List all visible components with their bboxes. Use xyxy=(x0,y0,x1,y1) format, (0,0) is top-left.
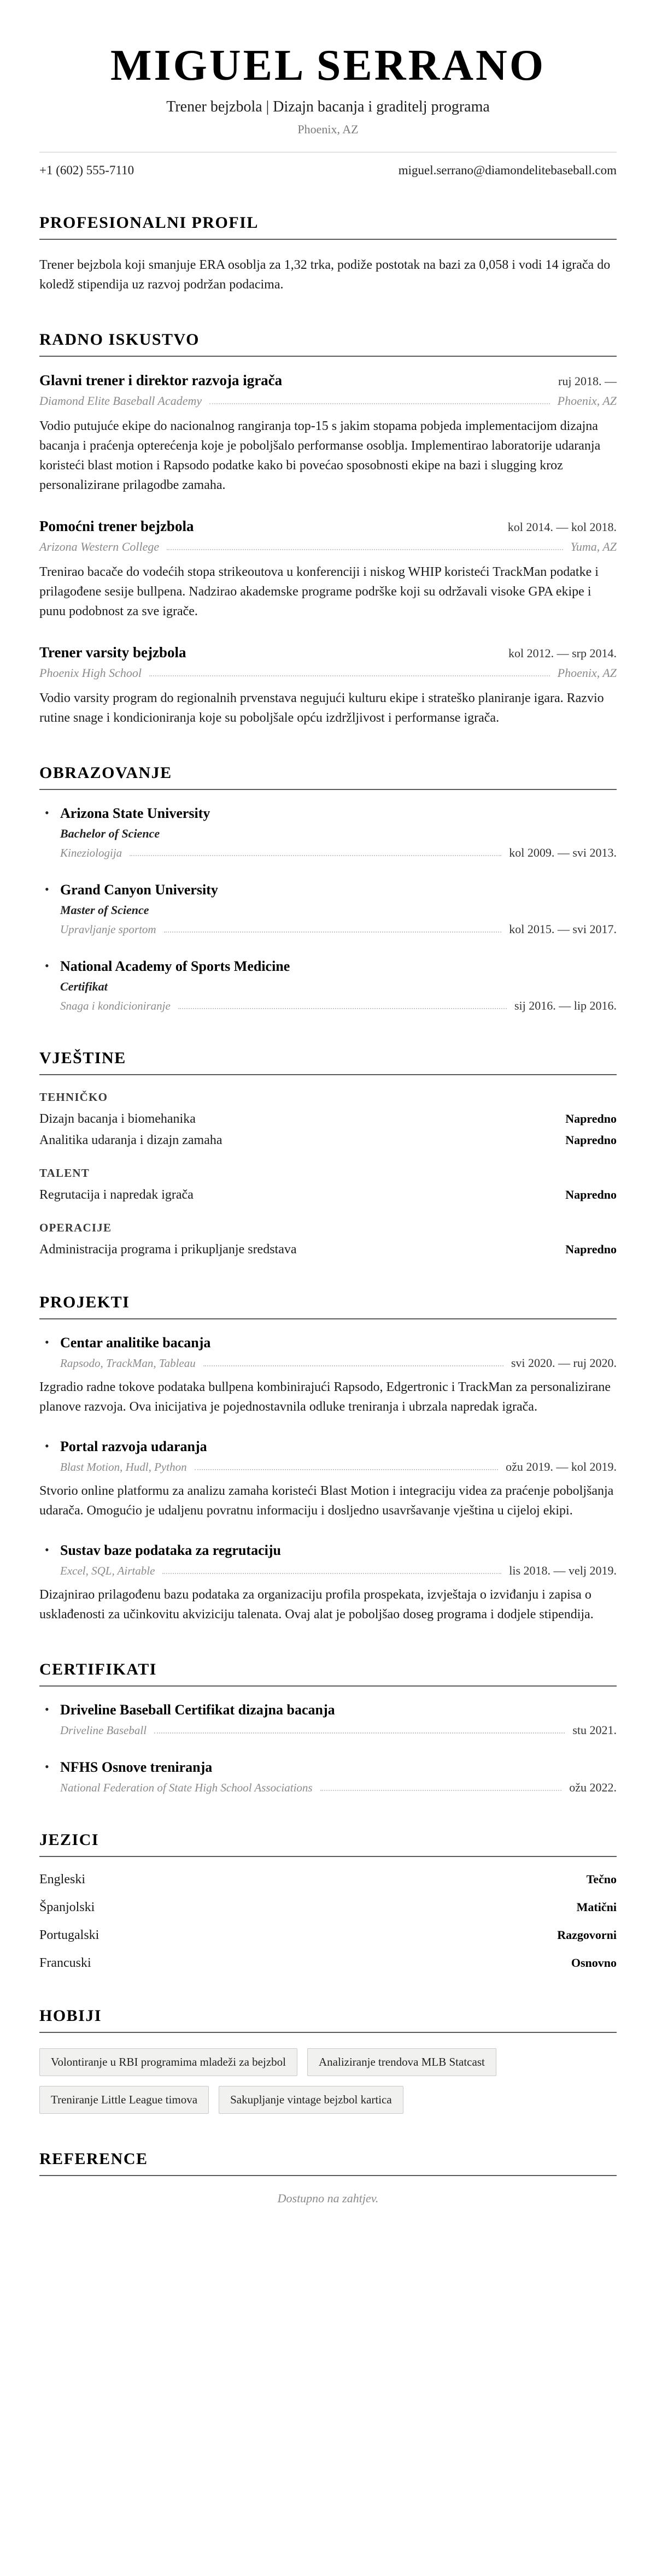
job-location: Phoenix, AZ xyxy=(557,394,617,408)
certificate-issuer: Driveline Baseball xyxy=(60,1724,147,1737)
skill-name: Analitika udaranja i dizajn zamaha xyxy=(39,1133,222,1147)
job-location: Yuma, AZ xyxy=(570,540,617,553)
section-projects xyxy=(39,1293,617,1624)
hobby-chip: Sakupljanje vintage bejzbol kartica xyxy=(219,2086,403,2114)
references-note: Dostupno na zahtjev. xyxy=(277,2191,379,2205)
project-tools: Rapsodo, TrackMan, Tableau xyxy=(60,1357,196,1370)
language-name: Španjolski xyxy=(39,1900,95,1914)
job-company: Arizona Western College xyxy=(39,540,160,553)
section-title-references: REFERENCE xyxy=(39,2150,617,2176)
skill-row xyxy=(39,1242,617,1257)
section-title-experience: RADNO ISKUSTVO xyxy=(39,331,617,357)
skill-name: Dizajn bacanja i biomehanika xyxy=(39,1112,196,1126)
profile-summary: Trener bejzbola koji smanjuje ERA osoblja za 1,32 trka, podiže postotak na bazi za 0,058 i vodi 14 igrača do koledž stipendija uz razvoj podržan podacima. xyxy=(39,258,611,292)
education-field-row xyxy=(60,999,617,1013)
hobby-chip: Volontiranje u RBI programima mladeži za bejzbol xyxy=(39,2048,297,2076)
project-dates: svi 2020. — ruj 2020. xyxy=(511,1356,617,1370)
job-company: Diamond Elite Baseball Academy xyxy=(39,394,202,408)
job-description: Vodio putujuće ekipe do nacionalnog rangiranja top-15 s jakim stopama pobjeda implementacijom dizajna bacanja i praćenja opterećenja koje je poboljšalo performanse osoblja. Implementirao laboratorije udaranja koristeći blast motion i Rapsodo podatke kako bi povećao sposobnosti ekipe na bazi i slugging kroz personalizirane prilagodbe zamaha. xyxy=(39,419,601,492)
hobby-chip: Treniranje Little League timova xyxy=(39,2086,209,2114)
section-title-hobbies: HOBIJI xyxy=(39,2007,617,2033)
section-languages xyxy=(39,1831,617,1971)
language-row xyxy=(39,1900,617,1915)
skill-category: OPERACIJE xyxy=(39,1221,112,1234)
project-description: Dizajnirao prilagođenu bazu podataka za organizaciju profila prospekata, izvještaja o izviđanju i zapisa o usklađenosti za učinkovitu akviziciju talenata. Ovaj alat je poboljšao doseg programa i dodjele stipendija. xyxy=(39,1588,594,1622)
skill-row xyxy=(39,1133,617,1148)
education-degree: Bachelor of Science xyxy=(60,827,160,840)
education-degree: Master of Science xyxy=(60,903,149,917)
project-entry xyxy=(39,1335,617,1417)
job-entry xyxy=(39,372,617,495)
job-description: Vodio varsity program do regionalnih prvenstava negujući kulturu ekipe i strateško planiranje igara. Razvio rutine snage i kondicioniranja koje su poboljšale opću izdržljivost i performanse igrača. xyxy=(39,691,604,725)
language-row xyxy=(39,1872,617,1887)
skill-category: TEHNIČKO xyxy=(39,1090,108,1104)
job-role: Pomoćni trener bejzbola xyxy=(39,518,194,534)
certificate-name: • NFHS Osnove treniranja xyxy=(60,1759,213,1775)
section-experience xyxy=(39,331,617,728)
certificate-issuer-row xyxy=(60,1723,617,1737)
education-degree: Certifikat xyxy=(60,980,108,993)
education-dates: sij 2016. — lip 2016. xyxy=(514,999,617,1012)
certificate-date: stu 2021. xyxy=(572,1723,617,1737)
certificate-issuer-row xyxy=(60,1781,617,1795)
job-title-row xyxy=(39,644,617,661)
skill-group xyxy=(39,1090,617,1148)
language-level: Razgovorni xyxy=(557,1928,617,1942)
section-education xyxy=(39,764,617,1013)
project-description: Stvorio online platformu za analizu zamaha koristeći Blast Motion i integraciju videa za praćenje poboljšanja udarača. Omogućio je udaljenu povratnu informaciju i dosljedno usavršavanje vještina u cijeloj ekipi. xyxy=(39,1484,614,1518)
education-school: • Grand Canyon University xyxy=(60,882,218,898)
section-title-profile: PROFESIONALNI PROFIL xyxy=(39,214,617,240)
dotted-leader xyxy=(178,1008,507,1009)
section-hobbies xyxy=(39,2007,617,2114)
job-dates: ruj 2018. — xyxy=(558,374,617,388)
project-tools-row xyxy=(60,1460,617,1474)
email-address: miguel.serrano@diamondelitebaseball.com xyxy=(398,163,617,177)
language-level: Tečno xyxy=(586,1872,617,1886)
language-row xyxy=(39,1956,617,1971)
project-dates: lis 2018. — velj 2019. xyxy=(509,1564,617,1577)
section-profile xyxy=(39,214,617,294)
project-tools: Blast Motion, Hudl, Python xyxy=(60,1460,187,1473)
job-dates: kol 2012. — srp 2014. xyxy=(508,646,617,660)
person-name: MIGUEL SERRANO xyxy=(110,42,546,90)
education-entry xyxy=(39,958,617,1013)
project-description: Izgradio radne tokove podataka bullpena kombinirajući Rapsodo, Edgertronic i TrackMan za personalizirane planove razvoja. Ova inicijativa je pojednostavnila odluke treniranja i ubrzala napredak igrača. xyxy=(39,1380,611,1414)
section-title-skills: VJEŠTINE xyxy=(39,1049,617,1075)
certificate-name: • Driveline Baseball Certifikat dizajna bacanja xyxy=(60,1702,335,1718)
project-entry xyxy=(39,1439,617,1520)
dotted-leader xyxy=(320,1790,562,1791)
dotted-leader xyxy=(209,403,550,404)
skill-row xyxy=(39,1188,617,1202)
education-field-row xyxy=(60,846,617,860)
education-field: Upravljanje sportom xyxy=(60,923,156,936)
language-name: Portugalski xyxy=(39,1928,99,1942)
section-references xyxy=(39,2150,617,2206)
dotted-leader xyxy=(195,1469,499,1470)
person-tagline: Trener bejzbola | Dizajn bacanja i graditelj programa xyxy=(166,98,490,115)
project-tools: Excel, SQL, Airtable xyxy=(60,1564,155,1577)
language-name: Francuski xyxy=(39,1956,91,1970)
resume-header xyxy=(39,43,617,178)
project-dates: ožu 2019. — kol 2019. xyxy=(506,1460,617,1473)
skill-row xyxy=(39,1112,617,1127)
skill-level: Napredno xyxy=(565,1133,617,1147)
language-name: Engleski xyxy=(39,1872,85,1887)
section-title-projects: PROJEKTI xyxy=(39,1293,617,1319)
job-dates: kol 2014. — kol 2018. xyxy=(507,520,617,534)
section-certificates xyxy=(39,1660,617,1795)
skill-name: Regrutacija i napredak igrača xyxy=(39,1188,194,1202)
certificate-entry xyxy=(39,1702,617,1737)
job-company-row xyxy=(39,666,617,680)
job-description: Trenirao bacače do vodećih stopa strikeoutova u konferenciji i niskog WHIP koristeći TrackMan podatke i prilagođene sesije bullpena. Nadzirao akademske programe podrške koji su održavali visoke GPA ekipe i punu podobnost za sve igrače. xyxy=(39,565,599,618)
section-title-languages: JEZICI xyxy=(39,1831,617,1857)
skill-group xyxy=(39,1221,617,1257)
certificate-issuer: National Federation of State High School Associations xyxy=(60,1781,313,1794)
section-skills xyxy=(39,1049,617,1257)
dotted-leader xyxy=(149,675,550,676)
dotted-leader xyxy=(164,932,502,933)
section-title-education: OBRAZOVANJE xyxy=(39,764,617,790)
job-company-row xyxy=(39,394,617,408)
job-title-row xyxy=(39,518,617,535)
phone-number: +1 (602) 555-7110 xyxy=(39,163,134,177)
certificate-entry xyxy=(39,1759,617,1795)
project-name: • Portal razvoja udaranja xyxy=(60,1439,207,1454)
skill-level: Napredno xyxy=(565,1188,617,1201)
certificate-date: ožu 2022. xyxy=(569,1781,617,1794)
skill-category: TALENT xyxy=(39,1166,90,1180)
job-role: Glavni trener i direktor razvoja igrača xyxy=(39,372,283,388)
skill-group xyxy=(39,1166,617,1202)
project-entry xyxy=(39,1542,617,1624)
job-company: Phoenix High School xyxy=(39,666,142,680)
dotted-leader xyxy=(162,1573,501,1574)
education-dates: kol 2009. — svi 2013. xyxy=(509,846,617,859)
language-row xyxy=(39,1928,617,1943)
project-tools-row xyxy=(60,1356,617,1370)
dotted-leader xyxy=(154,1732,565,1734)
dotted-leader xyxy=(130,855,501,856)
contact-row xyxy=(39,152,617,178)
job-title-row xyxy=(39,372,617,389)
skill-level: Napredno xyxy=(565,1242,617,1256)
language-level: Osnovno xyxy=(571,1956,617,1970)
job-entry xyxy=(39,644,617,728)
education-field-row xyxy=(60,922,617,936)
job-location: Phoenix, AZ xyxy=(557,666,617,680)
job-company-row xyxy=(39,540,617,554)
education-entry xyxy=(39,882,617,936)
education-entry xyxy=(39,805,617,860)
job-role: Trener varsity bejzbola xyxy=(39,644,186,661)
dotted-leader xyxy=(167,549,563,550)
project-tools-row xyxy=(60,1564,617,1578)
dotted-leader xyxy=(203,1365,503,1366)
education-dates: kol 2015. — svi 2017. xyxy=(509,922,617,936)
language-level: Matični xyxy=(576,1900,617,1914)
project-name: • Sustav baze podataka za regrutaciju xyxy=(60,1542,281,1558)
education-field: Kineziologija xyxy=(60,846,122,859)
job-entry xyxy=(39,518,617,621)
hobby-chip-list xyxy=(39,2048,617,2114)
person-location: Phoenix, AZ xyxy=(297,122,359,136)
skill-name: Administracija programa i prikupljanje sredstava xyxy=(39,1242,297,1257)
project-name: • Centar analitike bacanja xyxy=(60,1335,211,1351)
section-title-certificates: CERTIFIKATI xyxy=(39,1660,617,1687)
hobby-chip: Analiziranje trendova MLB Statcast xyxy=(307,2048,496,2076)
education-school: • Arizona State University xyxy=(60,805,210,821)
education-field: Snaga i kondicioniranje xyxy=(60,999,171,1012)
skill-level: Napredno xyxy=(565,1112,617,1125)
education-school: • National Academy of Sports Medicine xyxy=(60,958,290,974)
